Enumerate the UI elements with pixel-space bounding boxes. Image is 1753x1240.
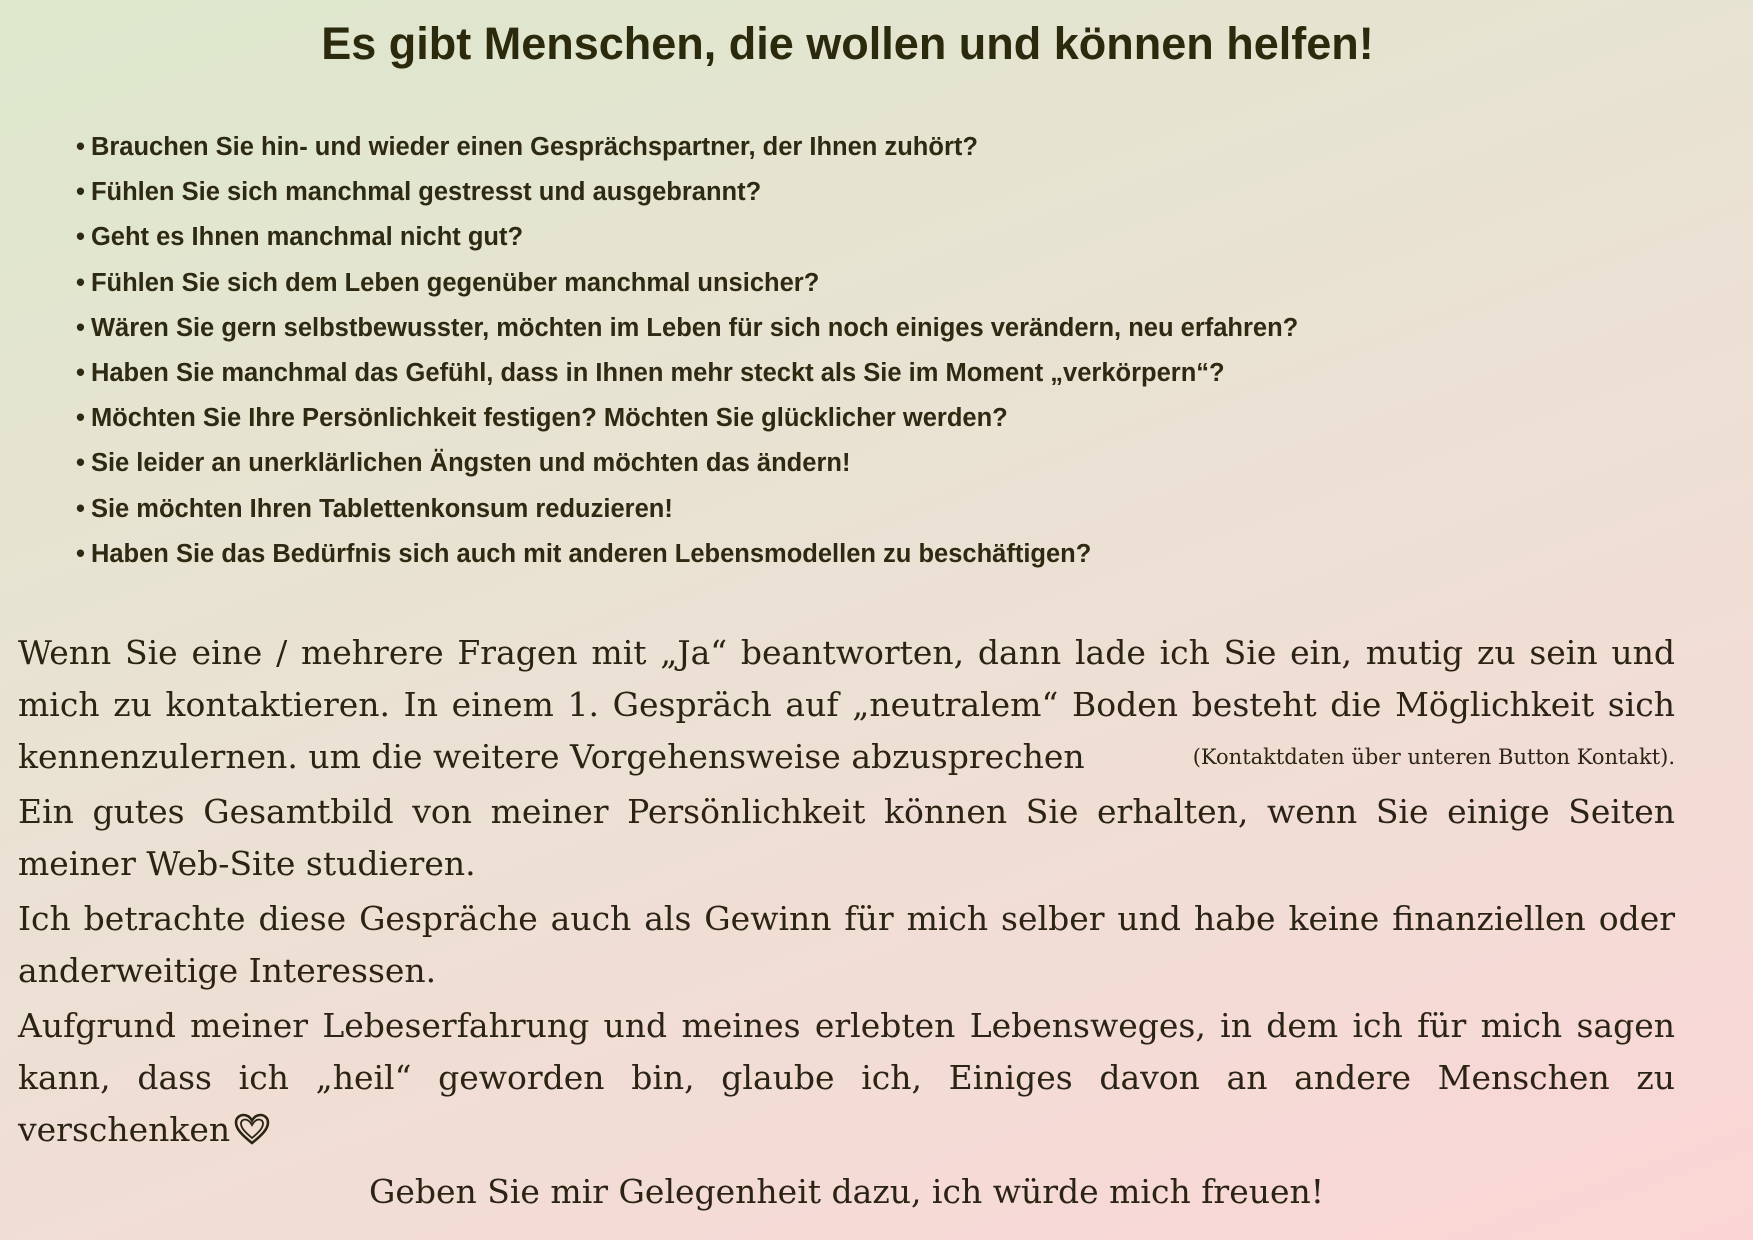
- body-text: [18, 627, 1675, 1159]
- experience-text: Aufgrund meiner Lebeserfahrung und meines erlebten Lebensweges, in dem ich für mich sagen kann, dass ich „heil“ geworden bin, glaube ich, Einiges davon an andere Menschen zu verschenken: [18, 1006, 1675, 1149]
- gain-paragraph: Ich betrachte diese Gespräche auch als Gewinn für mich selber und habe keine finanziellen oder anderweitige Interessen.: [18, 899, 1675, 990]
- question-list: [76, 125, 1298, 577]
- heart-icon: [233, 1109, 271, 1143]
- question-item: • Haben Sie das Bedürfnis sich auch mit anderen Lebensmodellen zu beschäftigen?: [76, 532, 1298, 577]
- question-item: • Geht es Ihnen manchmal nicht gut?: [76, 215, 1298, 260]
- question-item: • Sie möchten Ihren Tablettenkonsum reduzieren!: [76, 487, 1298, 532]
- question-item: • Fühlen Sie sich manchmal gestresst und ausgebrannt?: [76, 170, 1298, 215]
- experience-paragraph: [18, 1000, 1675, 1156]
- question-item: • Haben Sie manchmal das Gefühl, dass in Ihnen mehr steckt als Sie im Moment „verkörpern“?: [76, 351, 1298, 396]
- website-paragraph: Ein gutes Gesamtbild von meiner Persönlichkeit können Sie erhalten, wenn Sie einige Seiten meiner Web-Site studieren.: [18, 792, 1675, 883]
- closing-line: Geben Sie mir Gelegenheit dazu, ich würde mich freuen!: [368, 1172, 1325, 1211]
- contact-note: (Kontaktdaten über unteren Button Kontakt).: [1192, 745, 1675, 769]
- page-title: Es gibt Menschen, die wollen und können helfen!: [321, 18, 1374, 69]
- question-item: • Wären Sie gern selbstbewusster, möchten im Leben für sich noch einiges verändern, neu erfahren?: [76, 306, 1298, 351]
- question-item: • Fühlen Sie sich dem Leben gegenüber manchmal unsicher?: [76, 261, 1298, 306]
- invite-text: Wenn Sie eine / mehrere Fragen mit „Ja“ beantworten, dann lade ich Sie ein, mutig zu sein und mich zu kontaktieren. In einem 1. Gespräch auf „neutralem“ Boden besteht die Möglichkeit sich kennenzulernen. um die weitere Vorgehensweise abzusprechen: [18, 633, 1675, 776]
- invite-paragraph: [18, 627, 1675, 783]
- question-item: • Sie leider an unerklärlichen Ängsten und möchten das ändern!: [76, 441, 1298, 486]
- question-item: • Möchten Sie Ihre Persönlichkeit festigen? Möchten Sie glücklicher werden?: [76, 396, 1298, 441]
- question-item: • Brauchen Sie hin- und wieder einen Gesprächspartner, der Ihnen zuhört?: [76, 125, 1298, 170]
